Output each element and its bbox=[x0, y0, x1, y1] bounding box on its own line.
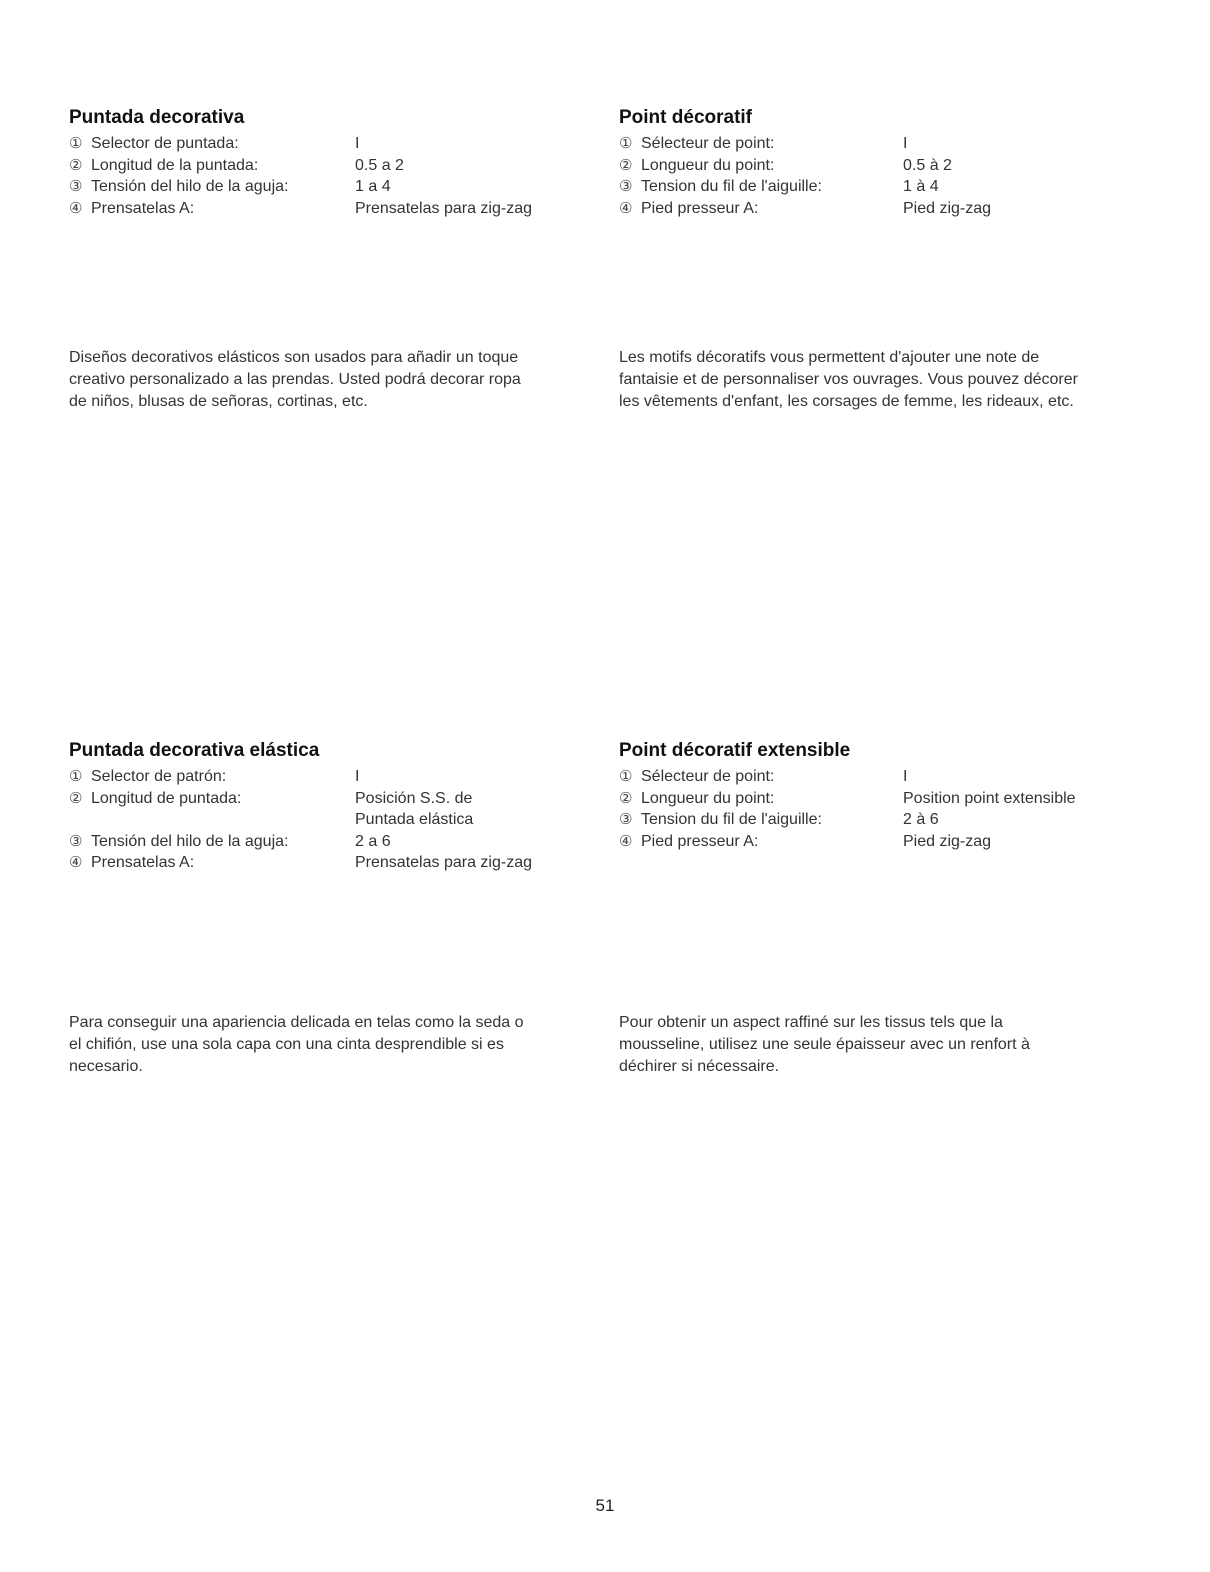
section-heading: Puntada decorativa elástica bbox=[69, 740, 320, 761]
setting-label: Pied presseur A: bbox=[641, 199, 759, 217]
item-number: ② bbox=[619, 789, 633, 807]
item-number: ① bbox=[69, 135, 83, 152]
section-heading: Point décoratif extensible bbox=[619, 740, 851, 761]
setting-row bbox=[619, 198, 991, 220]
section-point-decoratif-extensible bbox=[619, 740, 1076, 852]
setting-row bbox=[69, 852, 532, 874]
setting-value: Puntada elástica bbox=[355, 811, 474, 828]
setting-value: 0.5 à 2 bbox=[903, 156, 952, 174]
setting-value: Pied zig-zag bbox=[903, 199, 992, 217]
setting-row bbox=[69, 766, 532, 788]
setting-label: Pied presseur A: bbox=[641, 832, 759, 850]
item-number: ② bbox=[619, 156, 633, 174]
setting-label: Tensión del hilo de la aguja: bbox=[91, 178, 289, 195]
setting-label: Prensatelas A: bbox=[91, 199, 195, 217]
item-number: ④ bbox=[69, 854, 83, 871]
setting-label: Sélecteur de point: bbox=[641, 135, 775, 152]
item-number: ③ bbox=[69, 832, 83, 850]
setting-label: Tension du fil de l'aiguille: bbox=[641, 811, 822, 828]
item-number: ② bbox=[69, 156, 83, 174]
item-number: ① bbox=[619, 135, 633, 152]
section-heading: Point décoratif bbox=[619, 107, 753, 128]
item-number: ③ bbox=[619, 178, 633, 195]
item-number: ① bbox=[69, 768, 83, 785]
setting-label: Longueur du point: bbox=[641, 156, 775, 174]
item-number: ④ bbox=[619, 199, 633, 217]
setting-label: Tension du fil de l'aiguille: bbox=[641, 178, 822, 195]
setting-value: 2 à 6 bbox=[903, 811, 939, 828]
section-point-decoratif bbox=[619, 107, 991, 219]
setting-label: Sélecteur de point: bbox=[641, 768, 775, 785]
setting-label: Longitud de la puntada: bbox=[91, 156, 259, 174]
section-heading: Puntada decorativa bbox=[69, 107, 245, 128]
item-number: ③ bbox=[69, 178, 83, 195]
setting-value: Pied zig-zag bbox=[903, 832, 992, 850]
setting-row bbox=[619, 155, 991, 177]
setting-value: I bbox=[903, 135, 908, 152]
section-puntada-decorativa-elastica bbox=[69, 740, 532, 874]
setting-row bbox=[69, 176, 532, 198]
item-number: ② bbox=[69, 789, 83, 807]
section-puntada-decorativa bbox=[69, 107, 532, 219]
setting-value: I bbox=[355, 768, 360, 785]
setting-value: Posición S.S. de bbox=[355, 789, 473, 807]
setting-value: Prensatelas para zig-zag bbox=[355, 199, 532, 217]
setting-label: Selector de puntada: bbox=[91, 135, 239, 152]
description-fr: Pour obtenir un aspect raffiné sur les tissus tels que la mousseline, utilisez une seule épaisseur avec un renfort à déchirer si nécessaire. bbox=[619, 1014, 1030, 1075]
setting-value: Prensatelas para zig-zag bbox=[355, 854, 532, 871]
description-es: Para conseguir una apariencia delicada en telas como la seda o el chifión, use una sola capa con una cinta desprendible si es necesario. bbox=[69, 1014, 524, 1075]
page-number: 51 bbox=[595, 1496, 615, 1515]
description-es: Diseños decorativos elásticos son usados para añadir un toque creativo personalizado a las prendas. Usted podrá decorar ropa de niños, blusas de señoras, cortinas, etc. bbox=[69, 349, 521, 410]
setting-value: I bbox=[903, 768, 908, 785]
setting-row bbox=[619, 809, 1076, 831]
setting-row bbox=[619, 133, 991, 155]
setting-label: Longitud de puntada: bbox=[91, 789, 242, 807]
item-number: ① bbox=[619, 768, 633, 785]
setting-value: 0.5 a 2 bbox=[355, 156, 404, 174]
setting-value: 1 a 4 bbox=[355, 178, 391, 195]
description-fr: Les motifs décoratifs vous permettent d'ajouter une note de fantaisie et de personnaliser vos ouvrages. Vous pouvez décorer les vêtements d'enfant, les corsages de femme, les rideaux, etc. bbox=[619, 349, 1078, 410]
setting-row bbox=[619, 788, 1076, 810]
setting-row bbox=[619, 831, 1076, 853]
setting-label: Tensión del hilo de la aguja: bbox=[91, 832, 289, 850]
setting-label: Selector de patrón: bbox=[91, 768, 227, 785]
setting-row bbox=[69, 809, 532, 831]
setting-row bbox=[69, 133, 532, 155]
setting-row bbox=[69, 788, 532, 810]
setting-value: I bbox=[355, 135, 360, 152]
item-number bbox=[69, 809, 91, 831]
setting-row bbox=[619, 766, 1076, 788]
setting-row bbox=[69, 831, 532, 853]
setting-value: Position point extensible bbox=[903, 789, 1076, 807]
setting-value: 1 à 4 bbox=[903, 178, 939, 195]
item-number: ③ bbox=[619, 811, 633, 828]
setting-label: Prensatelas A: bbox=[91, 854, 195, 871]
setting-row bbox=[619, 176, 991, 198]
setting-label: Longueur du point: bbox=[641, 789, 775, 807]
item-number: ④ bbox=[619, 832, 633, 850]
setting-label bbox=[91, 809, 355, 831]
setting-value: 2 a 6 bbox=[355, 832, 391, 850]
setting-row bbox=[69, 155, 532, 177]
item-number: ④ bbox=[69, 199, 83, 217]
setting-row bbox=[69, 198, 532, 220]
